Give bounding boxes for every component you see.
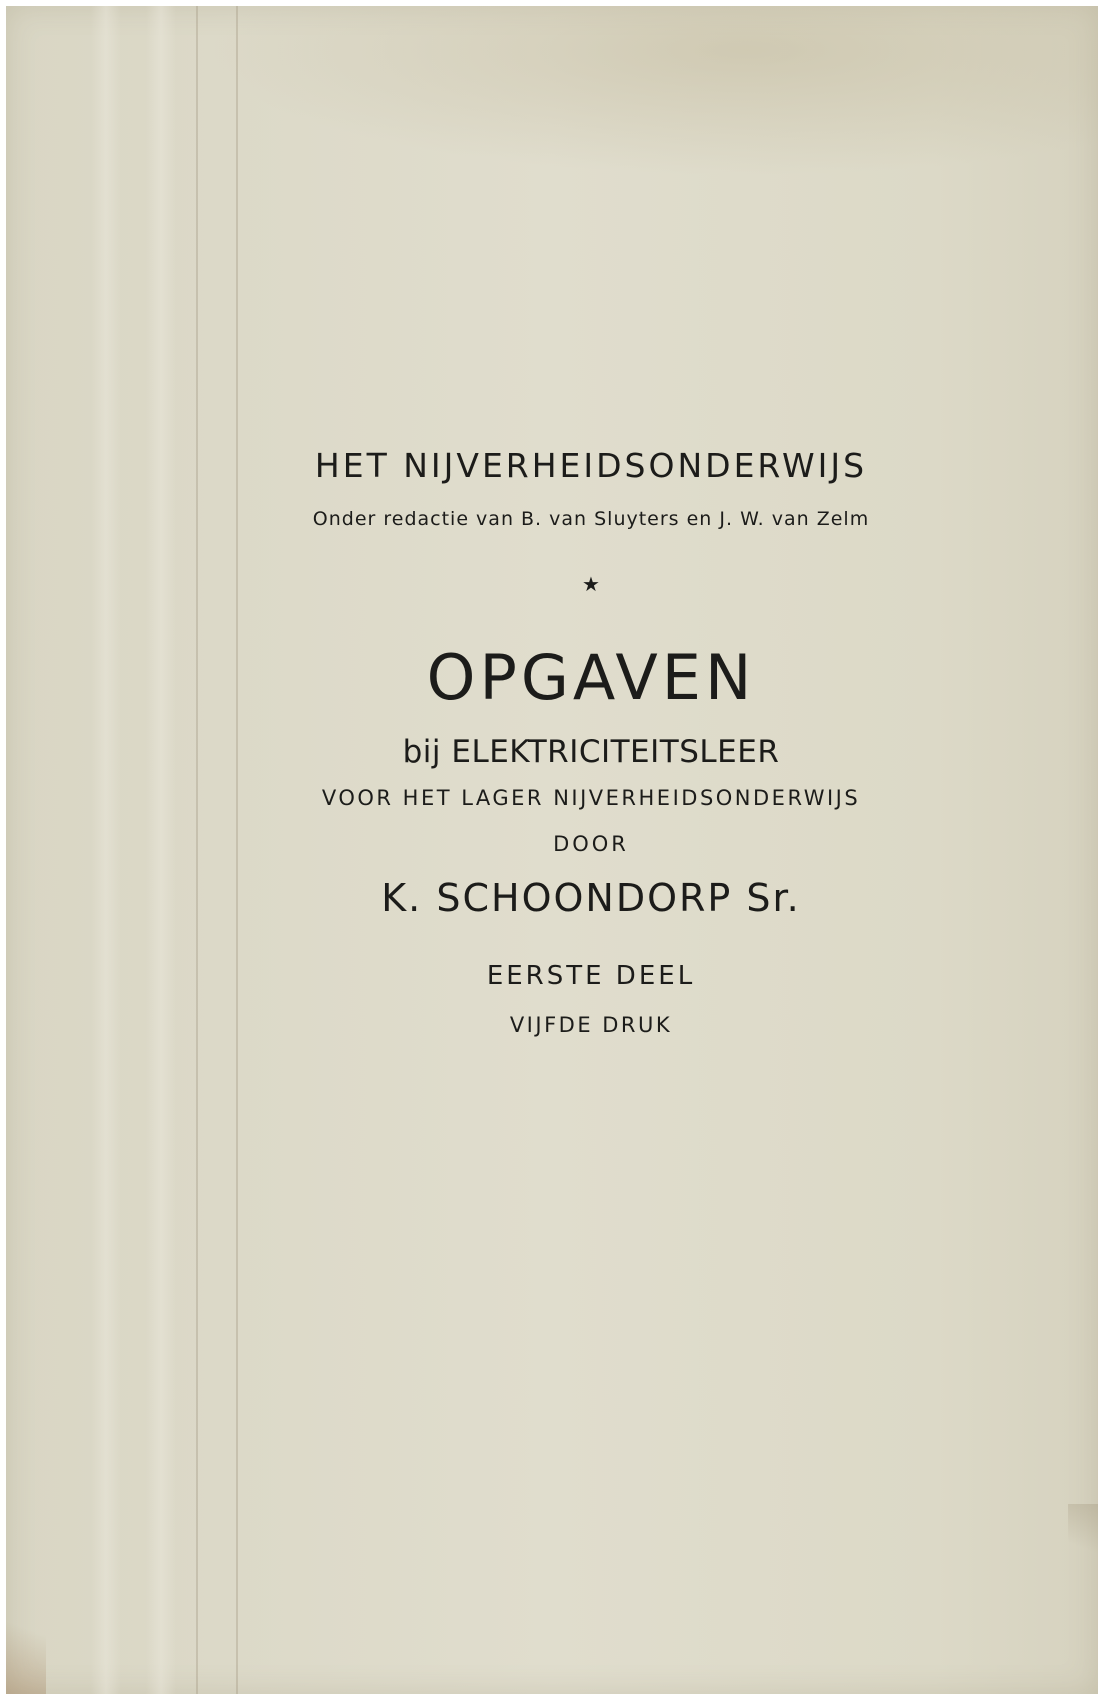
- volume-label: EERSTE DEEL: [486, 961, 696, 991]
- series-title: HET NIJVERHEIDSONDERWIJS: [314, 446, 868, 485]
- worn-edge: [1068, 1504, 1098, 1564]
- book-title: OPGAVEN: [426, 641, 756, 714]
- paper-stain: [206, 6, 1098, 176]
- by-line: DOOR: [553, 832, 629, 856]
- editors-line: Onder redactie van B. van Sluyters en J. W. van Zelm: [312, 508, 870, 530]
- edition-label: VIJFDE DRUK: [509, 1013, 673, 1037]
- audience-line: VOOR HET LAGER NIJVERHEIDSONDERWIJS: [321, 786, 861, 810]
- book-cover: [6, 6, 1098, 1694]
- author-name: K. SCHOONDORP Sr.: [381, 876, 801, 920]
- book-subject: bij ELEKTRICITEITSLEER: [402, 734, 780, 770]
- worn-corner: [6, 1604, 46, 1694]
- star-ornament: ★: [582, 572, 600, 596]
